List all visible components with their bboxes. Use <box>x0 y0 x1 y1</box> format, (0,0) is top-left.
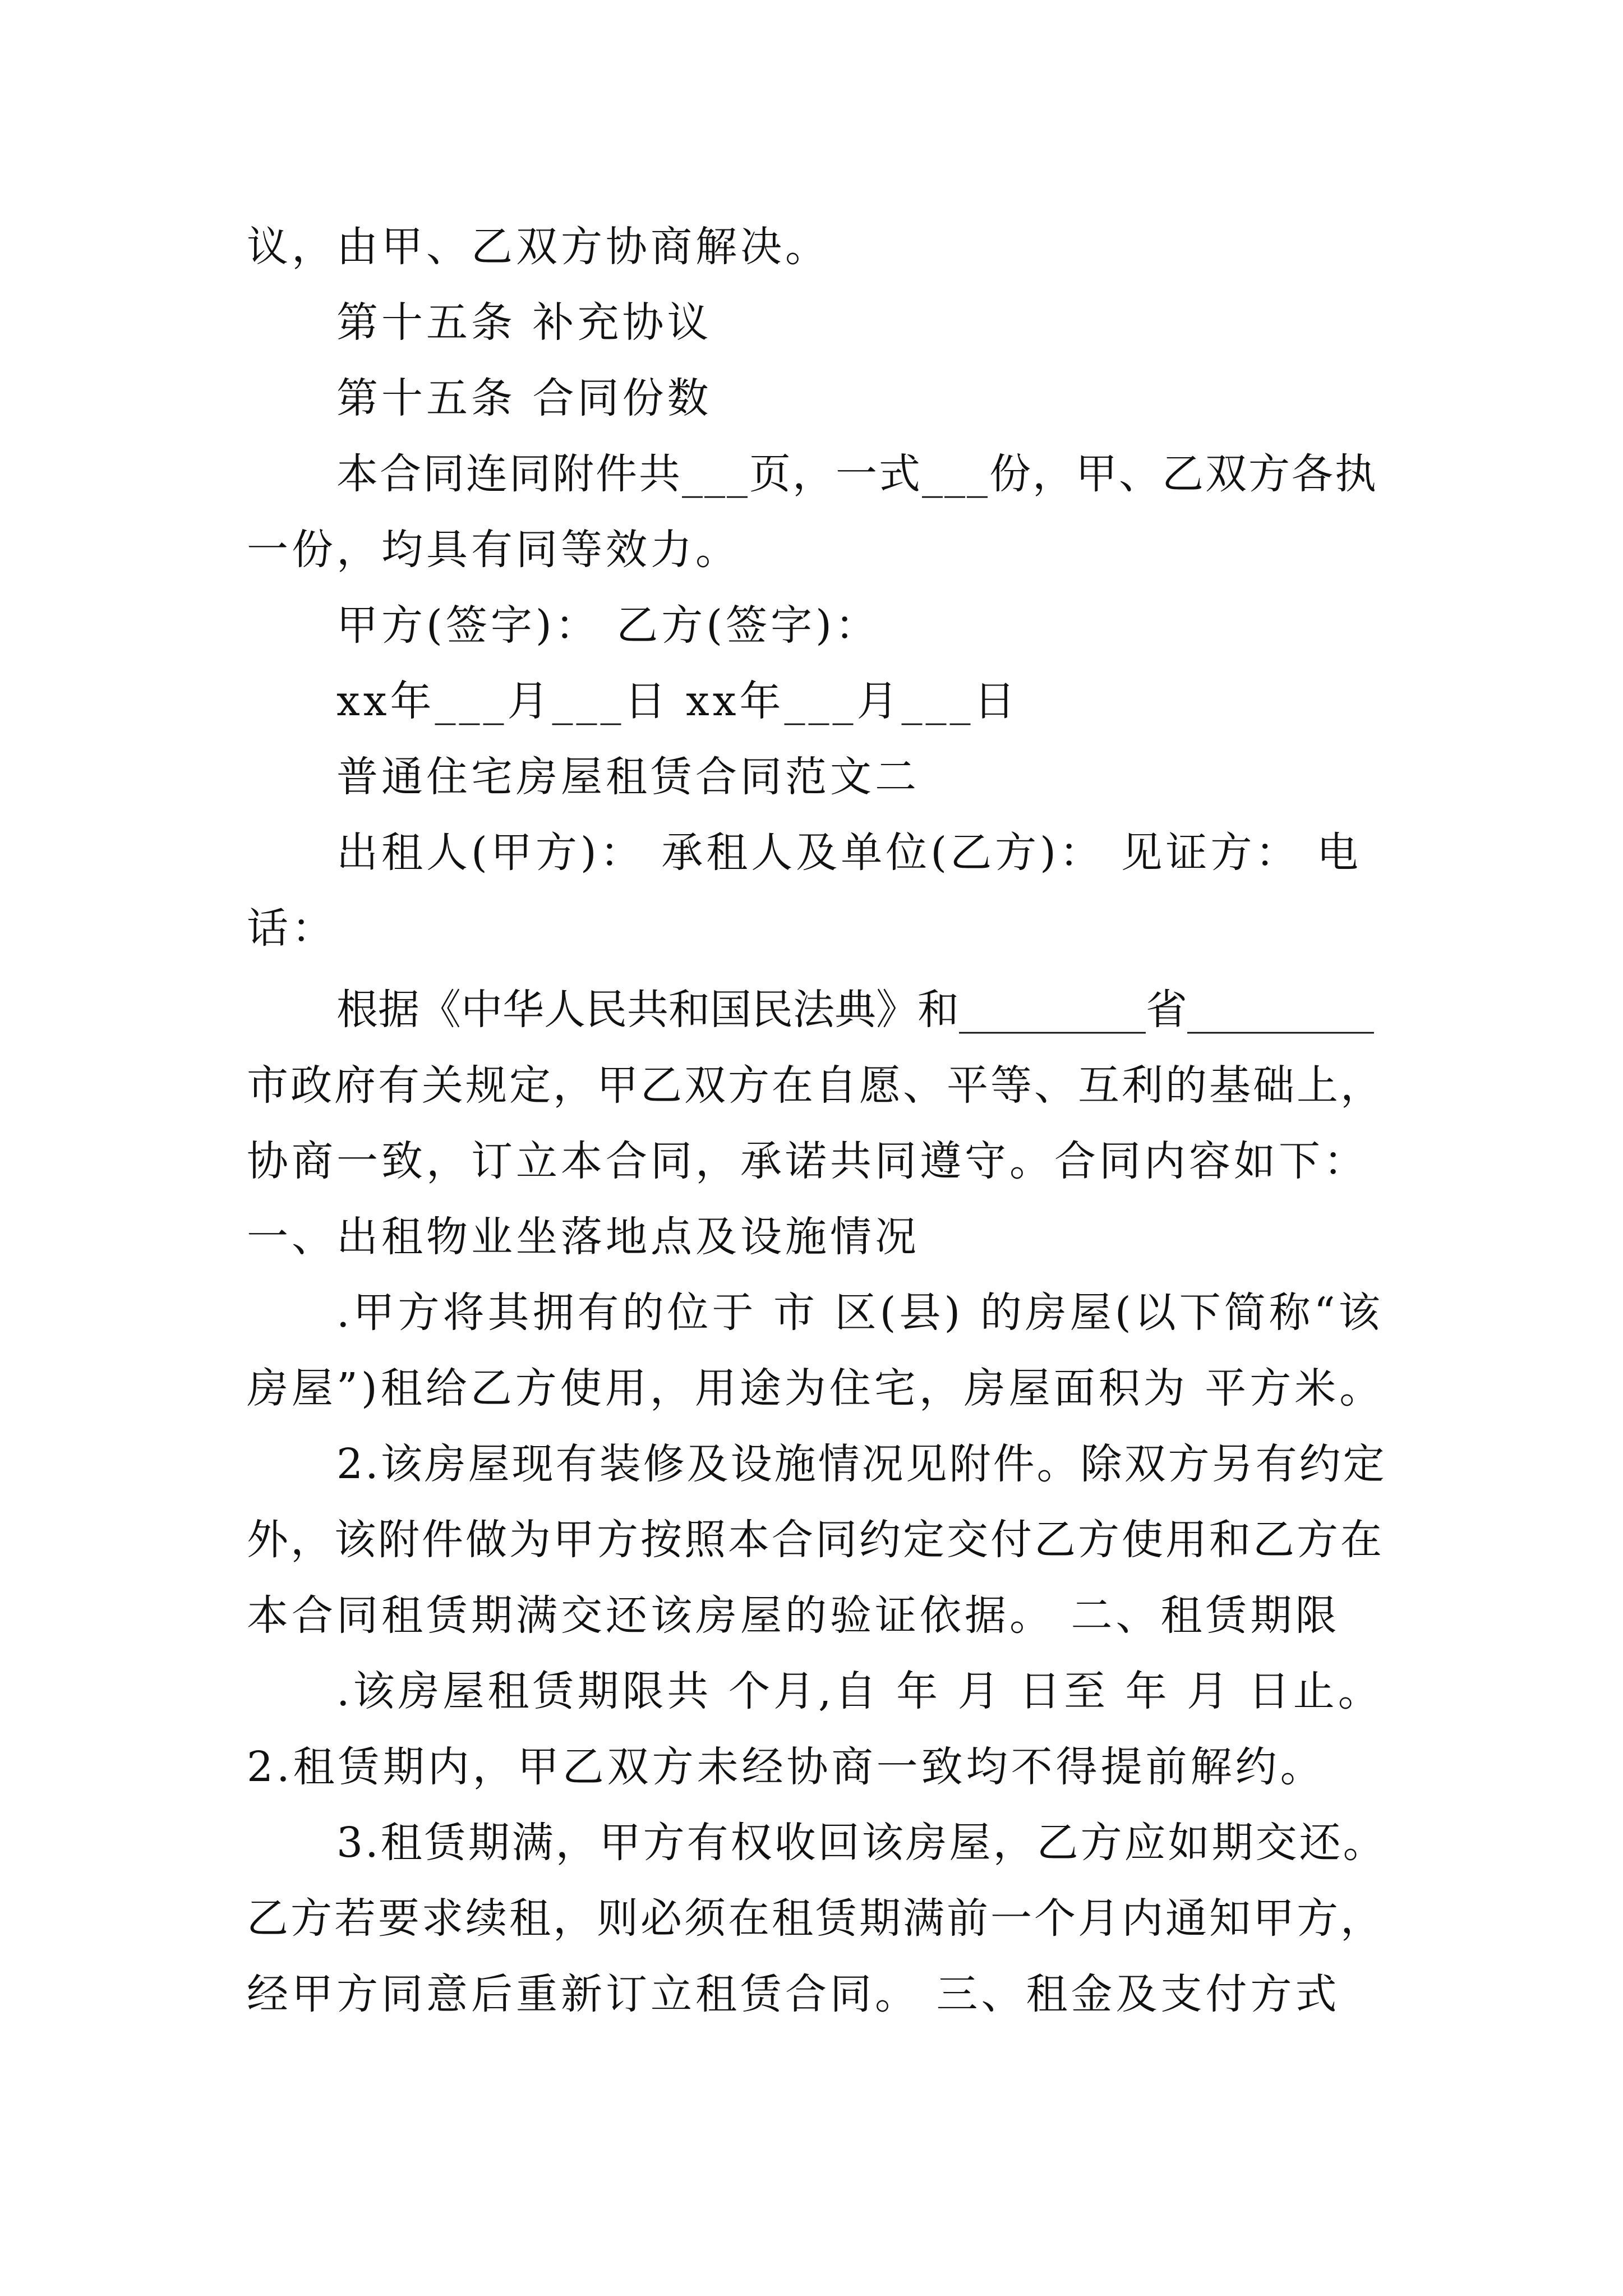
text-line: 3.租赁期满，甲方有权收回该房屋，乙方应如期交还。 <box>336 1819 1387 1867</box>
text-line: 话： <box>247 904 336 953</box>
text-line: 外，该附件做为甲方按照本合同约定交付乙方使用和乙方在 <box>247 1516 1384 1564</box>
text-line: 根据《中华人民共和国民法典》和_________省_________ <box>336 986 1374 1034</box>
text-line: 本合同租赁期满交还该房屋的验证依据。 二、租赁期限 <box>247 1591 1340 1640</box>
signature-line: 甲方(签字)： 乙方(签字)： <box>336 601 880 650</box>
text-line: 市政府有关规定，甲乙双方在自愿、平等、互利的基础上， <box>247 1061 1384 1110</box>
clause-heading: 第十五条 补充协议 <box>336 298 712 347</box>
text-line: .该房屋租赁期限共 个月,自 年 月 日至 年 月 日止。 <box>336 1667 1383 1715</box>
date-line: xx年___月___日 xx年___月___日 <box>336 677 1019 725</box>
text-line: .甲方将其拥有的位于 市 区(县) 的房屋(以下简称“该 <box>336 1289 1384 1337</box>
text-line: 2.该房屋现有装修及设施情况见附件。除双方另有约定 <box>336 1440 1387 1488</box>
text-line: 房屋”)租给乙方使用，用途为住宅，房屋面积为 平方米。 <box>247 1364 1385 1412</box>
text-line: 经甲方同意后重新订立租赁合同。 三、租金及支付方式 <box>247 1970 1340 2018</box>
text-line: 出租人(甲方)： 承租人及单位(乙方)： 见证方： 电 <box>336 829 1362 877</box>
text-line: 一份，均具有同等效力。 <box>247 526 740 574</box>
clause-heading: 第十五条 合同份数 <box>336 374 712 422</box>
text-line: 乙方若要求续租，则必须在租赁期满前一个月内通知甲方， <box>247 1894 1384 1943</box>
section-heading: 一、出租物业坐落地点及设施情况 <box>247 1213 920 1261</box>
text-line: 协商一致，订立本合同，承诺共同遵守。合同内容如下： <box>247 1137 1368 1185</box>
section-title: 普通住宅房屋租赁合同范文二 <box>336 753 920 801</box>
text-line: 本合同连同附件共___页，一式___份，甲、乙双方各执 <box>336 450 1378 498</box>
text-line: 议，由甲、乙双方协商解决。 <box>247 223 830 271</box>
text-line: 2.租赁期内，甲乙双方未经协商一致均不得提前解约。 <box>247 1743 1325 1791</box>
